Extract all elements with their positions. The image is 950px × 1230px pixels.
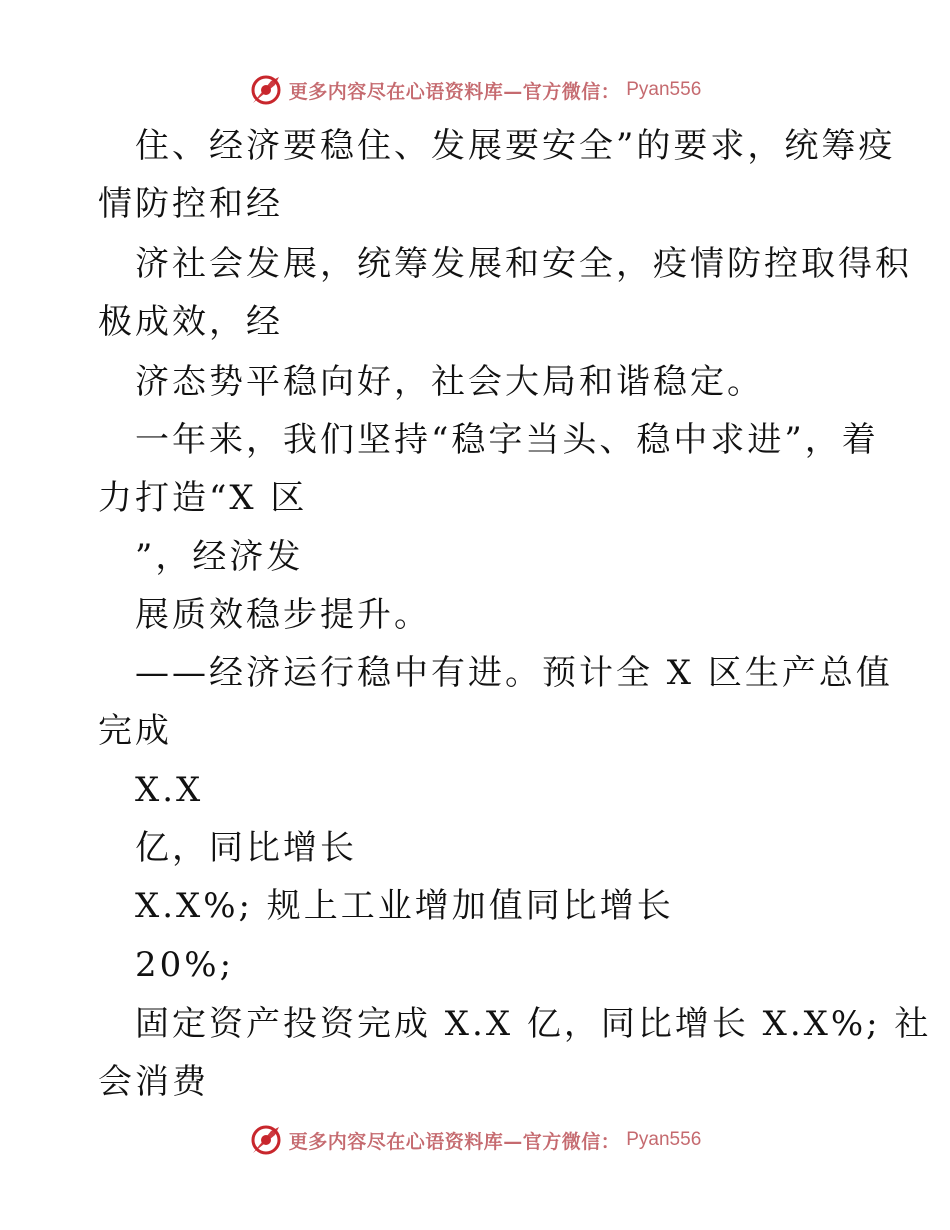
banner-text: 更多内容尽在心语资料库—官方微信： bbox=[288, 80, 621, 103]
quill-logo-icon bbox=[249, 1123, 283, 1157]
footer-banner bbox=[0, 1120, 950, 1160]
body-line: 住、经济要稳住、发展要安全”的要求，统筹疫 bbox=[135, 126, 896, 166]
banner-text: 更多内容尽在心语资料库—官方微信： bbox=[288, 1130, 621, 1153]
body-line: X.X%; 规上工业增加值同比增长 bbox=[135, 886, 674, 926]
body-line: 济社会发展，统筹发展和安全，疫情防控取得积 bbox=[135, 244, 912, 284]
body-line: 展质效稳步提升。 bbox=[135, 595, 431, 635]
quill-logo-icon bbox=[249, 73, 283, 107]
header-banner bbox=[0, 70, 950, 110]
body-line: 情防控和经 bbox=[98, 184, 283, 224]
body-line: 极成效，经 bbox=[98, 302, 283, 342]
body-line: 一年来，我们坚持“稳字当头、稳中求进”，着 bbox=[135, 420, 879, 460]
body-line: 固定资产投资完成 X.X 亿，同比增长 X.X%; 社 bbox=[135, 1004, 932, 1044]
wechat-id: Pyan556 bbox=[626, 79, 702, 100]
body-line: X.X bbox=[135, 770, 204, 810]
body-line: 济态势平稳向好，社会大局和谐稳定。 bbox=[135, 362, 764, 402]
body-line: 会消费 bbox=[98, 1062, 209, 1102]
body-line: 20%; bbox=[135, 945, 235, 985]
body-line: 亿，同比增长 bbox=[135, 828, 357, 868]
body-line: 力打造“X 区 bbox=[98, 478, 308, 518]
body-line: ——经济运行稳中有进。预计全 X 区生产总值 bbox=[135, 653, 893, 693]
body-line: 完成 bbox=[98, 711, 172, 751]
body-line: ”，经济发 bbox=[135, 537, 304, 577]
wechat-id: Pyan556 bbox=[626, 1129, 702, 1150]
